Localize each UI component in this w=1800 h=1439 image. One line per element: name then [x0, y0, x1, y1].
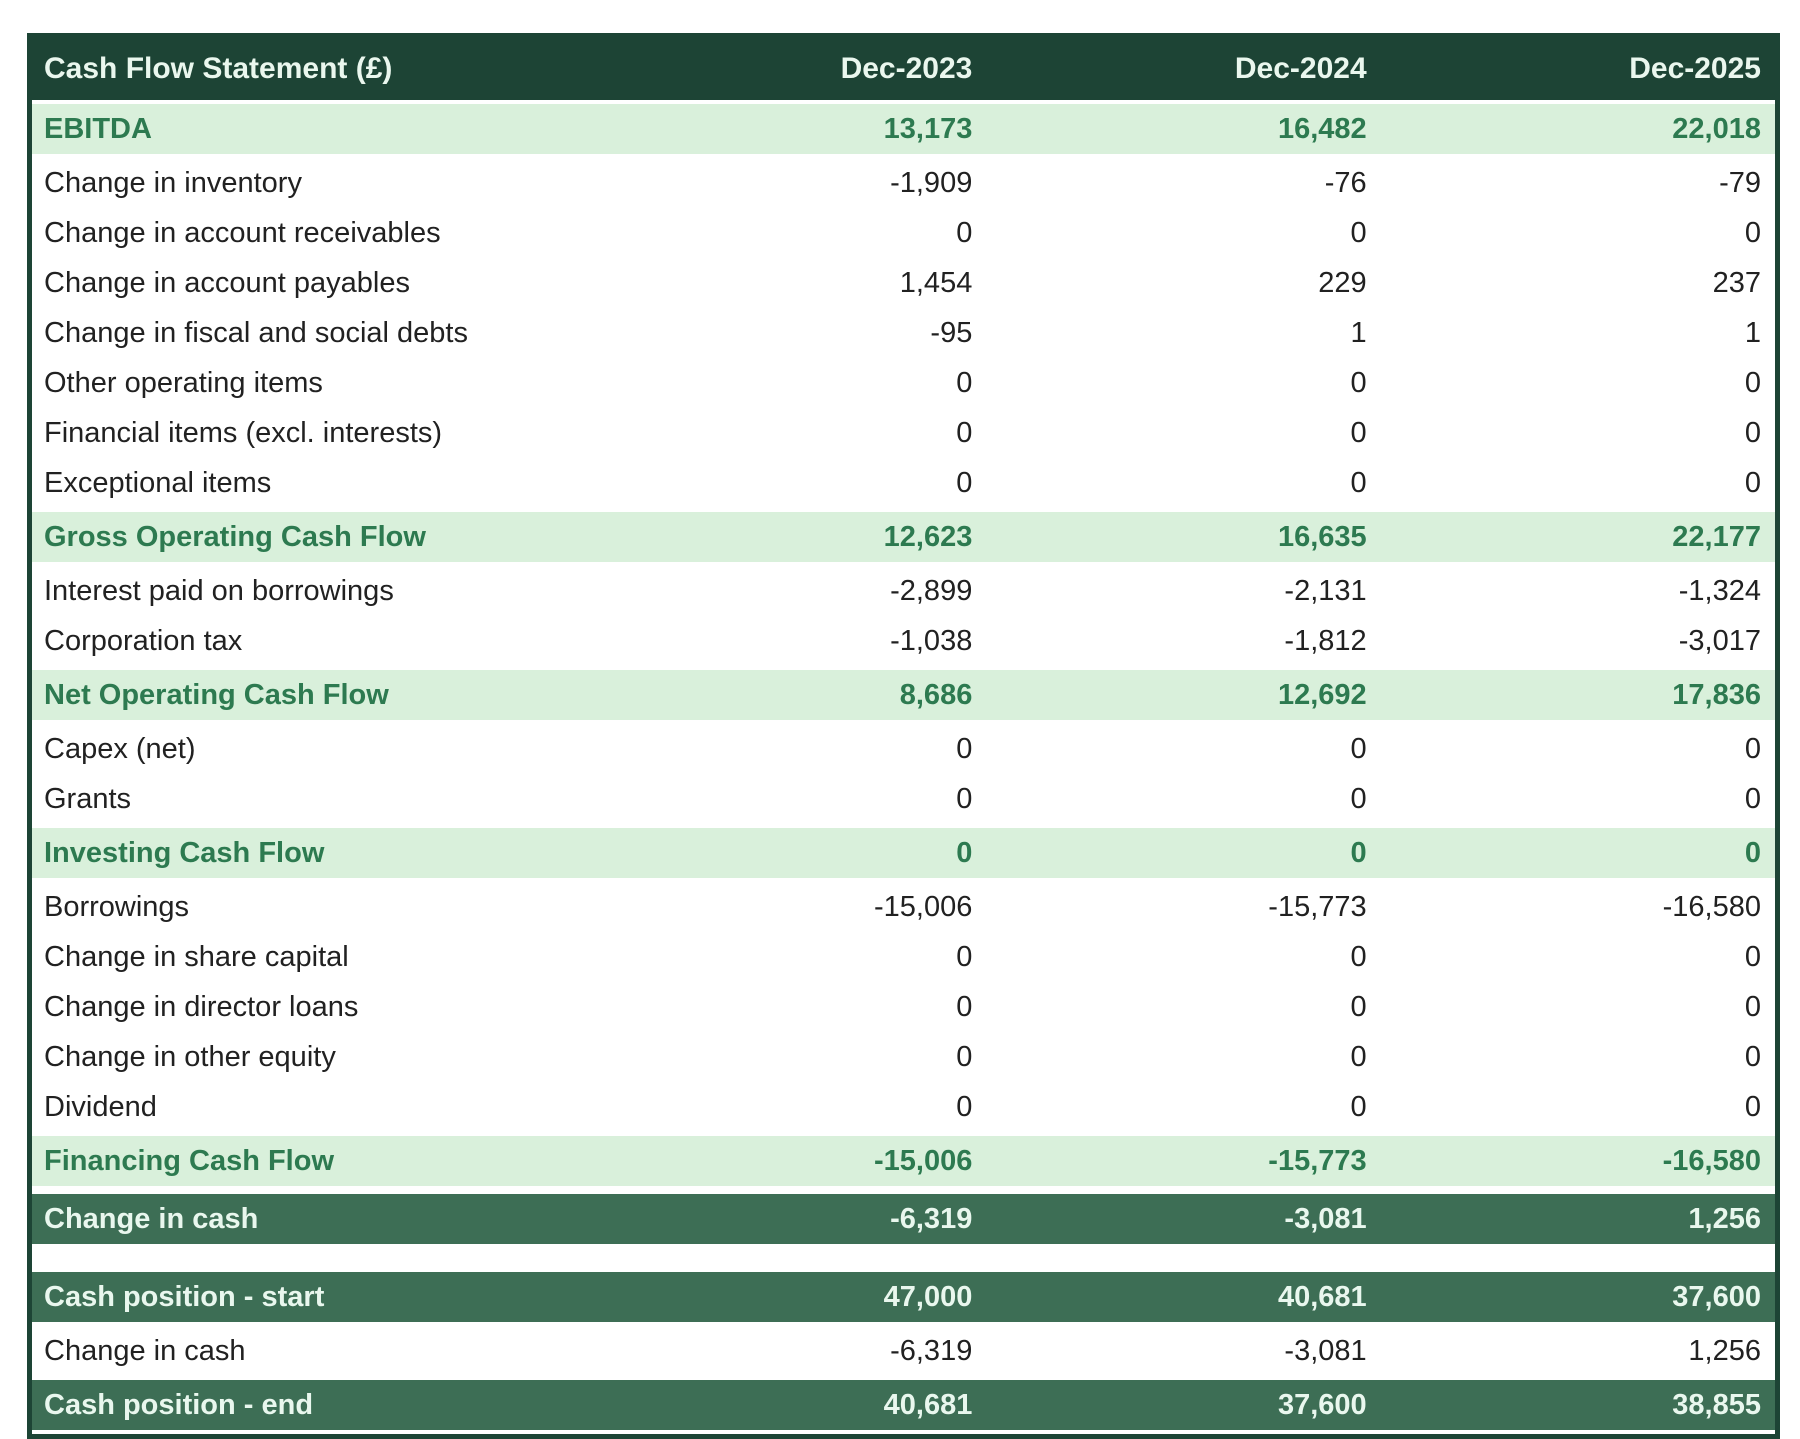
cell-value: 0	[1350, 940, 1367, 973]
row-label: Net Operating Cash Flow	[44, 678, 389, 711]
cell-value: 0	[1744, 782, 1761, 815]
cell-value: 0	[1350, 366, 1367, 399]
row-label: Exceptional items	[44, 466, 272, 499]
table-row	[32, 1326, 1775, 1376]
cell-value: -2,131	[1284, 574, 1367, 607]
cell-value: 0	[1350, 1090, 1367, 1123]
row-label: Financial items (excl. interests)	[44, 416, 443, 449]
cell-value: 0	[1350, 216, 1367, 249]
table-rows	[32, 100, 1775, 1434]
cell-value: 0	[956, 466, 973, 499]
table-row	[32, 616, 1775, 666]
cell-value: 40,681	[883, 1388, 973, 1421]
row-label: Change in cash	[44, 1334, 246, 1367]
table-row	[32, 982, 1775, 1032]
cell-value: 16,635	[1277, 520, 1367, 553]
column-header-dec-2024: Dec-2024	[1234, 52, 1367, 85]
cell-value: 12,623	[883, 520, 973, 553]
cell-value: -3,081	[1284, 1334, 1367, 1367]
table-row	[32, 774, 1775, 824]
column-header-dec-2023: Dec-2023	[840, 52, 973, 85]
cell-value: 17,836	[1672, 678, 1761, 711]
cell-value: -79	[1719, 166, 1761, 199]
row-label: Change in account payables	[44, 266, 410, 299]
row-label: Other operating items	[44, 366, 323, 399]
cell-value: -15,773	[1268, 890, 1367, 923]
row-label: EBITDA	[44, 112, 152, 145]
table-row	[32, 1132, 1775, 1190]
row-label: Cash position - end	[44, 1388, 314, 1421]
cell-value: 0	[1744, 416, 1761, 449]
table-row	[32, 1190, 1775, 1248]
cell-value: 0	[956, 216, 973, 249]
cell-value: 0	[1744, 836, 1761, 869]
row-label: Change in director loans	[44, 990, 359, 1023]
cell-value: 1	[1744, 316, 1761, 349]
table-row	[32, 1376, 1775, 1434]
table-row	[32, 882, 1775, 932]
cell-value: -1,909	[890, 166, 973, 199]
cell-value: 0	[1350, 732, 1367, 765]
cell-value: 47,000	[883, 1280, 973, 1313]
cell-value: 0	[1744, 732, 1761, 765]
table-row	[32, 358, 1775, 408]
cell-value: 229	[1318, 266, 1367, 299]
row-label: Change in share capital	[44, 940, 349, 973]
cell-value: 0	[956, 782, 973, 815]
cell-value: 0	[1350, 836, 1367, 869]
table-row	[32, 932, 1775, 982]
table-row	[32, 566, 1775, 616]
table-title: Cash Flow Statement (£)	[44, 52, 393, 85]
row-label: Capex (net)	[44, 732, 196, 765]
cell-value: 0	[1350, 416, 1367, 449]
cell-value: -6,319	[890, 1334, 973, 1367]
cell-value: 1	[1350, 316, 1367, 349]
cell-value: -1,038	[890, 624, 973, 657]
cell-value: -95	[930, 316, 973, 349]
cell-value: -1,324	[1678, 574, 1761, 607]
cell-value: -2,899	[890, 574, 973, 607]
table-row	[32, 208, 1775, 258]
table-row	[32, 100, 1775, 158]
cell-value: 0	[956, 1040, 973, 1073]
table-row	[32, 1268, 1775, 1326]
table-row	[32, 724, 1775, 774]
cell-value: 0	[1744, 466, 1761, 499]
cell-value: -3,017	[1678, 624, 1761, 657]
cell-value: 13,173	[883, 112, 973, 145]
cell-value: 0	[1350, 466, 1367, 499]
cell-value: 0	[1744, 990, 1761, 1023]
cell-value: 0	[1744, 1090, 1761, 1123]
cell-value: 0	[956, 836, 973, 869]
row-label: Corporation tax	[44, 624, 243, 657]
cell-value: -15,773	[1268, 1144, 1367, 1177]
cash-flow-statement-table	[27, 33, 1780, 1439]
cell-value: 0	[1350, 1040, 1367, 1073]
table-row	[32, 1032, 1775, 1082]
row-label: Dividend	[44, 1090, 157, 1123]
table-row	[32, 1082, 1775, 1132]
row-label: Change in fiscal and social debts	[44, 316, 468, 349]
cell-value: 0	[1744, 1040, 1761, 1073]
cell-value: 0	[1350, 990, 1367, 1023]
cell-value: -3,081	[1284, 1202, 1367, 1235]
table-row	[32, 308, 1775, 358]
spacer-row	[32, 1248, 1775, 1268]
table-row	[32, 258, 1775, 308]
cell-value: 0	[956, 940, 973, 973]
table-row	[32, 824, 1775, 882]
row-label: Borrowings	[44, 890, 190, 923]
cell-value: -15,006	[873, 890, 973, 923]
row-label: Grants	[44, 782, 132, 815]
cell-value: 22,018	[1672, 112, 1761, 145]
cell-value: -16,580	[1662, 890, 1761, 923]
table-header-row	[32, 38, 1775, 100]
table-row	[32, 408, 1775, 458]
cell-value: 12,692	[1277, 678, 1367, 711]
cell-value: 1,256	[1688, 1334, 1761, 1367]
cell-value: 0	[956, 366, 973, 399]
row-label: Interest paid on borrowings	[44, 574, 394, 607]
row-label: Financing Cash Flow	[44, 1144, 335, 1177]
cell-value: 37,600	[1277, 1388, 1367, 1421]
cell-value: 0	[1744, 940, 1761, 973]
cell-value: 38,855	[1672, 1388, 1761, 1421]
cell-value: -1,812	[1284, 624, 1367, 657]
cell-value: 0	[956, 990, 973, 1023]
row-label: Change in other equity	[44, 1040, 336, 1073]
cell-value: 37,600	[1672, 1280, 1761, 1313]
cell-value: 8,686	[899, 678, 973, 711]
cell-value: -16,580	[1662, 1144, 1761, 1177]
cell-value: 0	[1744, 216, 1761, 249]
row-label: Gross Operating Cash Flow	[44, 520, 426, 553]
cell-value: -76	[1324, 166, 1367, 199]
cell-value: -6,319	[890, 1202, 973, 1235]
row-label: Change in cash	[44, 1202, 259, 1235]
cell-value: 0	[956, 416, 973, 449]
table-row	[32, 158, 1775, 208]
cell-value: 40,681	[1277, 1280, 1367, 1313]
table-row	[32, 458, 1775, 508]
table-row	[32, 508, 1775, 566]
table-row	[32, 666, 1775, 724]
row-label: Change in inventory	[44, 166, 302, 199]
cell-value: 0	[956, 732, 973, 765]
row-label: Cash position - start	[44, 1280, 325, 1313]
row-label: Investing Cash Flow	[44, 836, 325, 869]
cell-value: 0	[1744, 366, 1761, 399]
row-label: Change in account receivables	[44, 216, 441, 249]
cell-value: 0	[1350, 782, 1367, 815]
cell-value: 16,482	[1277, 112, 1367, 145]
cell-value: 0	[956, 1090, 973, 1123]
cell-value: 1,454	[899, 266, 973, 299]
cell-value: -15,006	[873, 1144, 973, 1177]
cell-value: 1,256	[1688, 1202, 1761, 1235]
cell-value: 237	[1712, 266, 1761, 299]
cell-value: 22,177	[1672, 520, 1761, 553]
column-header-dec-2025: Dec-2025	[1629, 52, 1761, 85]
